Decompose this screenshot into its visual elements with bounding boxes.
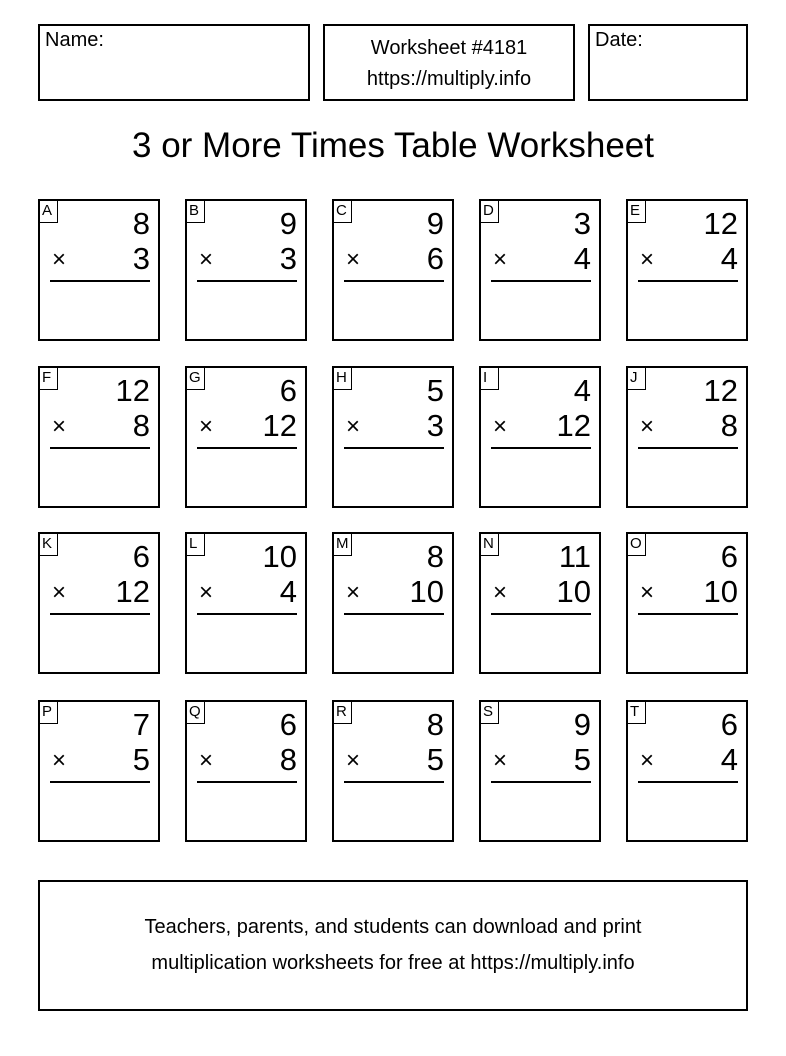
times-sign: × xyxy=(640,246,655,273)
problem-card[interactable] xyxy=(479,366,601,508)
problem-label: B xyxy=(185,199,205,223)
times-sign: × xyxy=(640,413,655,440)
problem-label: S xyxy=(479,700,499,724)
multiplier: 8 xyxy=(132,408,150,443)
multiplicand: 6 xyxy=(279,373,297,408)
answer-line xyxy=(491,781,591,783)
answer-line xyxy=(50,447,150,449)
problem-card[interactable] xyxy=(479,532,601,674)
multiplier: 12 xyxy=(262,408,297,443)
answer-line xyxy=(50,781,150,783)
problem-card[interactable] xyxy=(185,700,307,842)
multiplicand: 8 xyxy=(426,707,444,742)
multiplier: 8 xyxy=(279,742,297,777)
multiplicand: 9 xyxy=(426,206,444,241)
problem-card[interactable] xyxy=(185,366,307,508)
problem-label: T xyxy=(626,700,646,724)
problem-label: E xyxy=(626,199,646,223)
times-sign: × xyxy=(52,246,67,273)
answer-line xyxy=(638,280,738,282)
problem-label: N xyxy=(479,532,499,556)
times-sign: × xyxy=(640,579,655,606)
times-sign: × xyxy=(493,579,508,606)
times-sign: × xyxy=(199,246,214,273)
problem-card[interactable] xyxy=(626,532,748,674)
multiplicand: 6 xyxy=(132,539,150,574)
times-sign: × xyxy=(52,579,67,606)
worksheet-url: https://multiply.info xyxy=(366,68,532,90)
multiplicand: 4 xyxy=(573,373,591,408)
answer-line xyxy=(197,781,297,783)
times-sign: × xyxy=(346,579,361,606)
multiplier: 6 xyxy=(426,241,444,276)
problem-card[interactable] xyxy=(185,199,307,341)
problem-label: K xyxy=(38,532,58,556)
multiplicand: 12 xyxy=(703,373,738,408)
multiplier: 10 xyxy=(409,574,444,609)
answer-line xyxy=(344,781,444,783)
problem-label: P xyxy=(38,700,58,724)
times-sign: × xyxy=(346,413,361,440)
answer-line xyxy=(50,613,150,615)
answer-line xyxy=(491,613,591,615)
problem-label: M xyxy=(332,532,352,556)
problem-card[interactable] xyxy=(332,199,454,341)
answer-line xyxy=(197,447,297,449)
page-title: 3 or More Times Table Worksheet xyxy=(132,126,654,165)
multiplicand: 12 xyxy=(703,206,738,241)
answer-line xyxy=(50,280,150,282)
answer-line xyxy=(638,447,738,449)
multiplicand: 7 xyxy=(132,707,150,742)
multiplicand: 6 xyxy=(720,707,738,742)
times-sign: × xyxy=(52,747,67,774)
multiplier: 4 xyxy=(720,742,738,777)
multiplier: 4 xyxy=(279,574,297,609)
problem-card[interactable] xyxy=(332,532,454,674)
multiplicand: 12 xyxy=(115,373,150,408)
footer-line-2: multiplication worksheets for free at https://multiply.info xyxy=(151,952,635,974)
problem-card[interactable] xyxy=(332,700,454,842)
times-sign: × xyxy=(493,413,508,440)
multiplier: 12 xyxy=(115,574,150,609)
multiplicand: 8 xyxy=(426,539,444,574)
problem-label: A xyxy=(38,199,58,223)
times-sign: × xyxy=(199,579,214,606)
problem-label: O xyxy=(626,532,646,556)
date-label: Date: xyxy=(595,29,643,51)
times-sign: × xyxy=(346,747,361,774)
problem-card[interactable] xyxy=(479,199,601,341)
times-sign: × xyxy=(52,413,67,440)
multiplier: 5 xyxy=(132,742,150,777)
answer-line xyxy=(344,447,444,449)
multiplier: 10 xyxy=(703,574,738,609)
footer-box xyxy=(38,880,748,1011)
problem-label: I xyxy=(479,366,499,390)
times-sign: × xyxy=(493,747,508,774)
multiplier: 3 xyxy=(426,408,444,443)
multiplicand: 10 xyxy=(262,539,297,574)
answer-line xyxy=(491,447,591,449)
times-sign: × xyxy=(199,747,214,774)
answer-line xyxy=(344,613,444,615)
multiplicand: 3 xyxy=(573,206,591,241)
multiplier: 3 xyxy=(132,241,150,276)
times-sign: × xyxy=(199,413,214,440)
problem-card[interactable] xyxy=(38,532,160,674)
problem-label: R xyxy=(332,700,352,724)
multiplier: 4 xyxy=(720,241,738,276)
problem-label: D xyxy=(479,199,499,223)
name-label: Name: xyxy=(45,29,104,51)
answer-line xyxy=(344,280,444,282)
date-field[interactable] xyxy=(588,24,748,101)
times-sign: × xyxy=(493,246,508,273)
multiplicand: 9 xyxy=(279,206,297,241)
problem-card[interactable] xyxy=(626,199,748,341)
multiplier: 3 xyxy=(279,241,297,276)
multiplicand: 6 xyxy=(720,539,738,574)
answer-line xyxy=(638,613,738,615)
problem-label: Q xyxy=(185,700,205,724)
problem-label: J xyxy=(626,366,646,390)
name-field[interactable] xyxy=(38,24,310,101)
multiplier: 8 xyxy=(720,408,738,443)
multiplicand: 9 xyxy=(573,707,591,742)
answer-line xyxy=(197,280,297,282)
problem-card[interactable] xyxy=(626,700,748,842)
problem-card[interactable] xyxy=(626,366,748,508)
answer-line xyxy=(638,781,738,783)
problem-label: L xyxy=(185,532,205,556)
answer-line xyxy=(197,613,297,615)
multiplier: 4 xyxy=(573,241,591,276)
problem-label: C xyxy=(332,199,352,223)
multiplier: 5 xyxy=(573,742,591,777)
multiplicand: 6 xyxy=(279,707,297,742)
multiplier: 10 xyxy=(556,574,591,609)
problem-label: G xyxy=(185,366,205,390)
problem-label: F xyxy=(38,366,58,390)
footer-line-1: Teachers, parents, and students can download and print xyxy=(144,916,642,938)
multiplicand: 11 xyxy=(558,539,591,574)
problem-card[interactable] xyxy=(479,700,601,842)
multiplier: 12 xyxy=(556,408,591,443)
problem-card[interactable] xyxy=(332,366,454,508)
problem-label: H xyxy=(332,366,352,390)
problem-card[interactable] xyxy=(185,532,307,674)
times-sign: × xyxy=(346,246,361,273)
problem-card[interactable] xyxy=(38,199,160,341)
multiplier: 5 xyxy=(426,742,444,777)
problem-card[interactable] xyxy=(38,700,160,842)
multiplicand: 8 xyxy=(132,206,150,241)
times-sign: × xyxy=(640,747,655,774)
answer-line xyxy=(491,280,591,282)
worksheet-number: Worksheet #4181 xyxy=(370,37,528,59)
worksheet-info-box xyxy=(323,24,575,101)
multiplicand: 5 xyxy=(426,373,444,408)
problem-card[interactable] xyxy=(38,366,160,508)
